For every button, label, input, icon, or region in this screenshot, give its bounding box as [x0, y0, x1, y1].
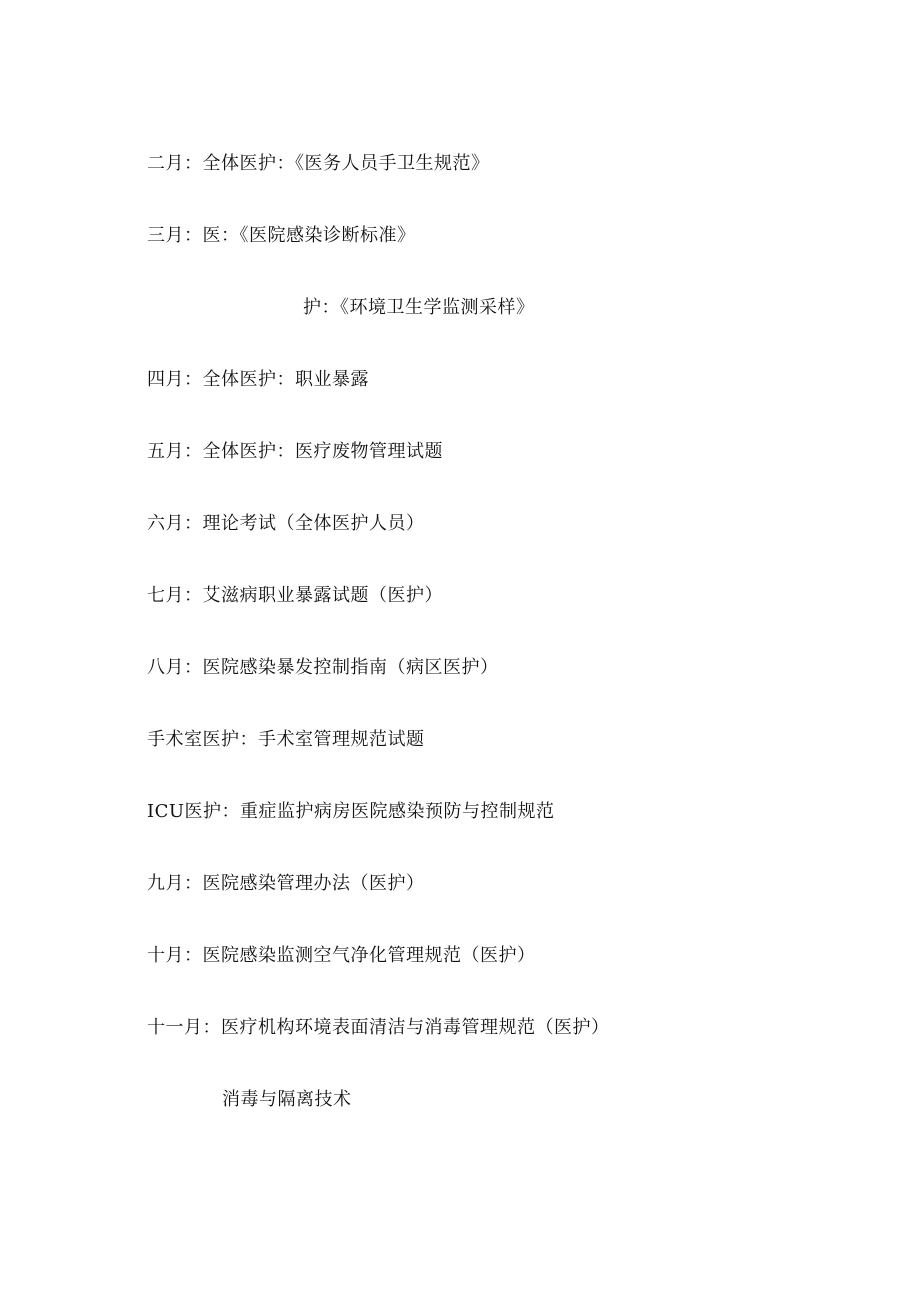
schedule-line-september: 九月：医院感染管理办法（医护） [147, 873, 425, 894]
schedule-line-november-continued: 消毒与隔离技术 [222, 1089, 352, 1110]
schedule-line-july: 七月：艾滋病职业暴露试题（医护） [147, 585, 443, 606]
schedule-line-may: 五月：全体医护：医疗废物管理试题 [147, 441, 443, 462]
schedule-line-february: 二月：全体医护：《医务人员手卫生规范》 [147, 153, 490, 174]
schedule-line-march-doctors: 三月：医：《医院感染诊断标准》 [147, 225, 416, 246]
schedule-line-august: 八月：医院感染暴发控制指南（病区医护） [147, 657, 499, 678]
schedule-line-october: 十月：医院感染监测空气净化管理规范（医护） [147, 945, 536, 966]
schedule-line-june: 六月：理论考试（全体医护人员） [147, 513, 425, 534]
schedule-line-march-nurses: 护：《环境卫生学监测采样》 [303, 297, 535, 318]
schedule-line-operating-room: 手术室医护：手术室管理规范试题 [147, 729, 425, 750]
schedule-line-november: 十一月：医疗机构环境表面清洁与消毒管理规范（医护） [147, 1017, 610, 1038]
schedule-line-april: 四月：全体医护：职业暴露 [147, 369, 369, 390]
schedule-line-icu: ICU医护：重症监护病房医院感染预防与控制规范 [147, 801, 555, 822]
